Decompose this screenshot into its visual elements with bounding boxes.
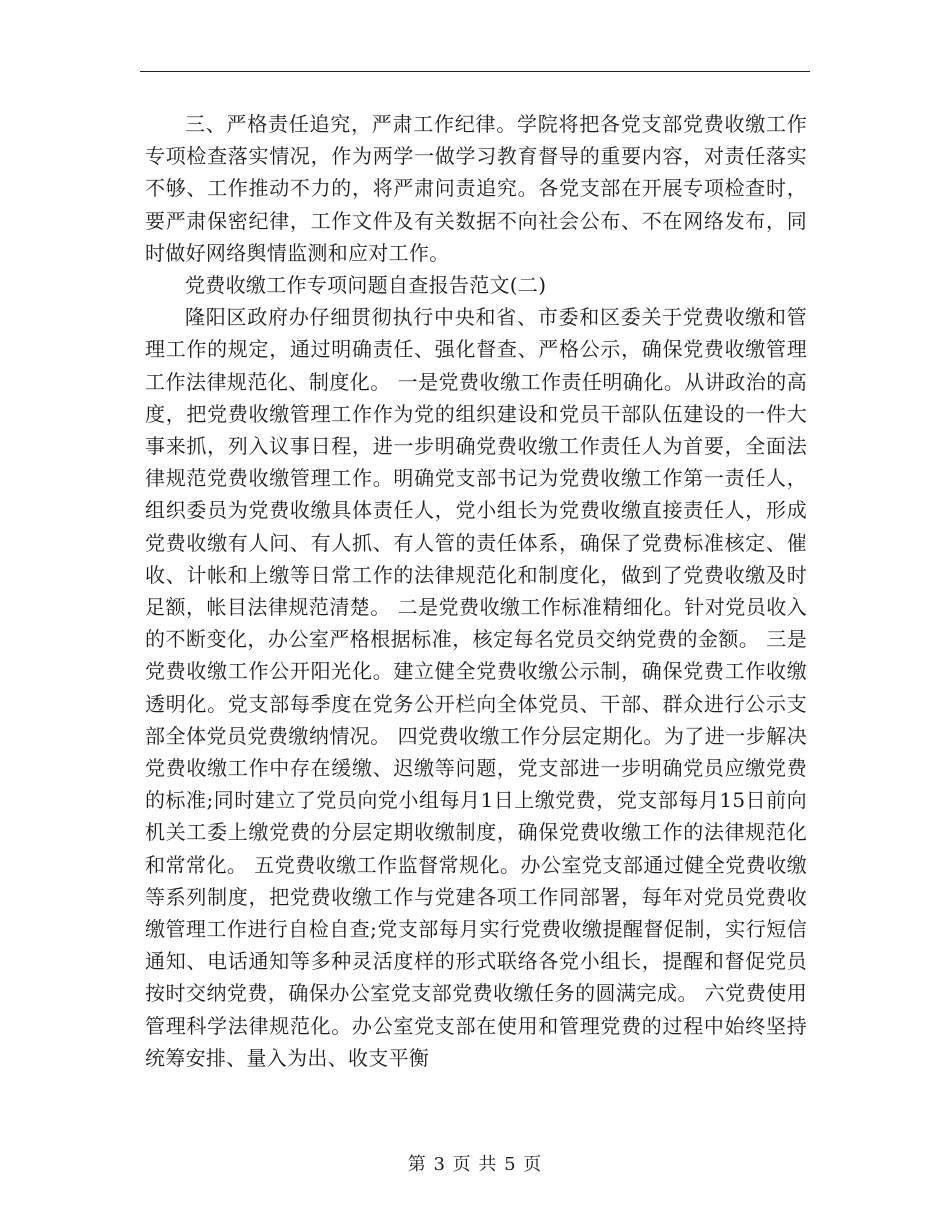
paragraph-report: 隆阳区政府办仔细贯彻执行中央和省、市委和区委关于党费收缴和管理工作的规定，通过明确责任、强化督查、严格公示，确保党费收缴管理工作法律规范化、制度化。 一是党费收缴工作责任明确化。从讲政治的高度，把党费收缴管理工作作为党的组织建设和党员干部队伍建设的一件大事来抓，列入议事日程，进一步明确党费收缴工作责任人为首要，全面法律规范党费收缴管理工作。明确党支部书记为党费收缴工作第一责任人，组织委员为党费收缴具体责任人，党小组长为党费收缴直接责任人，形成党费收缴有人问、有人抓、有人管的责任体系，确保了党费标准核定、催收、计帐和上缴等日常工作的法律规范化和制度化，做到了党费收缴及时足额，帐目法律规范清楚。 二是党费收缴工作标准精细化。针对党员收入的不断变化，办公室严格根据标准，核定每名党员交纳党费的金额。 三是党费收缴工作公开阳光化。建立健全党费收缴公示制，确保党费工作收缴透明化。党支部每季度在党务公开栏向全体党员、干部、群众进行公示支部全体党员党费缴纳情况。 四党费收缴工作分层定期化。为了进一步解决党费收缴工作中存在缓缴、迟缴等问题，党支部进一步明确党员应缴党费的标准;同时建立了党员向党小组每月1日上缴党费，党支部每月15日前向机关工委上缴党费的分层定期收缴制度，确保党费收缴工作的法律规范化和常常化。 五党费收缴工作监督常规化。办公室党支部通过健全党费收缴等系列制度，把党费收缴工作与党建各项工作同部署，每年对党员党费收缴管理工作进行自检自查;党支部每月实行党费收缴提醒督促制，实行短信通知、电话通知等多种灵活度样的形式联络各党小组长，提醒和督促党员按时交纳党费，确保办公室党支部党费收缴任务的圆满完成。 六党费使用管理科学法律规范化。办公室党支部在使用和管理党费的过程中始终坚持统筹安排、量入为出、收支平衡 xyxy=(145,305,807,1070)
section-heading: 党费收缴工作专项问题自查报告范文(二) xyxy=(185,273,547,298)
page-number: 第 3 页 共 5 页 xyxy=(407,1154,543,1175)
header-rule xyxy=(140,71,810,72)
document-body xyxy=(145,108,807,1074)
paragraph-discipline: 三、严格责任追究，严肃工作纪律。学院将把各党支部党费收缴工作专项检查落实情况，作为两学一做学习教育督导的重要内容，对责任落实不够、工作推动不力的，将严肃问责追究。各党支部在开展专项检查时，要严肃保密纪律，工作文件及有关数据不向社会公布、不在网络发布，同时做好网络舆情监测和应对工作。 xyxy=(145,112,807,265)
